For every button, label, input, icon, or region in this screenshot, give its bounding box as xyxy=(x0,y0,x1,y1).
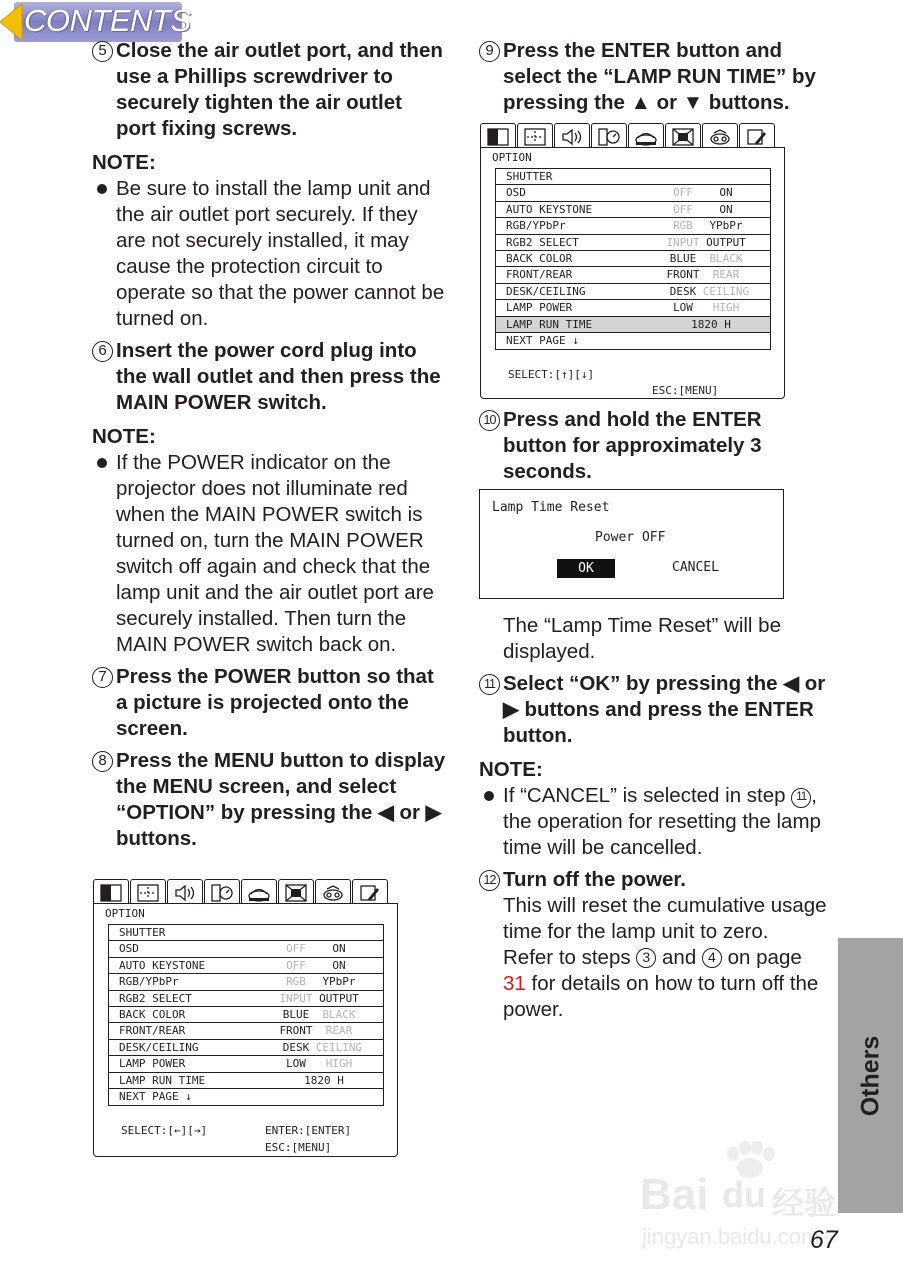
menu-row[interactable] xyxy=(496,251,770,267)
menu-option-2: ON xyxy=(719,186,733,200)
step-8-number: 8 xyxy=(92,748,113,774)
menu-frame xyxy=(93,903,398,1157)
menu-row[interactable] xyxy=(109,1073,383,1089)
menu-option-2: ON xyxy=(332,958,346,972)
menu-row[interactable] xyxy=(496,235,770,251)
menu-tab-picture-icon[interactable] xyxy=(665,123,701,148)
menu-row-label: RGB2 SELECT xyxy=(506,235,579,249)
page-number: 67 xyxy=(810,1226,838,1254)
menu-row-label: BACK COLOR xyxy=(506,252,573,265)
menu-row-label: RGB/YPbPr xyxy=(506,219,566,233)
split-icon xyxy=(486,127,510,147)
menu-row-label: AUTO KEYSTONE xyxy=(119,958,206,972)
menu-row-label: RGB2 SELECT xyxy=(119,991,192,1005)
menu-row-label: FRONT/REAR xyxy=(119,1024,186,1038)
menu-row[interactable] xyxy=(496,202,770,218)
right-column xyxy=(479,38,829,116)
watermark-brand: Bai xyxy=(640,1170,709,1219)
menu-list xyxy=(495,168,771,350)
step-9-text: Press the ENTER button and select the “LAMP RUN TIME” by pressing the ▲ or ▼ buttons. xyxy=(503,39,816,114)
menu-row-label: RGB/YPbPr xyxy=(119,975,179,989)
menu-option-1: OFF xyxy=(286,958,306,972)
menu-row[interactable] xyxy=(496,317,770,333)
menu-row-label: LAMP POWER xyxy=(506,301,573,315)
menu-row[interactable] xyxy=(109,958,383,974)
pen-icon xyxy=(358,883,382,903)
menu-row[interactable] xyxy=(496,185,770,201)
right-column-lower xyxy=(479,613,829,1023)
grid-icon xyxy=(523,127,547,147)
dial-icon xyxy=(597,127,621,147)
menu-tab-split-icon[interactable] xyxy=(93,879,129,904)
step-6-text: Insert the power cord plug into the wall outlet and then press the MAIN POWER switch. xyxy=(116,339,441,414)
note-3-heading: NOTE: xyxy=(479,758,543,781)
note-2-bullet: If the POWER indicator on the projector does not illuminate red when the MAIN POWER switch is turned on, turn the MAIN POWER switch off again and check that the lamp unit and the air outlet port are securely installed. Then turn the MAIN POWER switch back on. xyxy=(92,450,447,658)
menu-footer-enter: ENTER:[ENTER] xyxy=(265,1124,352,1137)
note-1-heading: NOTE: xyxy=(92,151,156,174)
lamp-time-reset-dialog xyxy=(479,489,784,599)
step-5-text: Close the air outlet port, and then use a Phillips screwdriver to securely tighten the air outlet port fixing screws. xyxy=(116,39,443,140)
menu-row[interactable] xyxy=(496,169,770,185)
menu-row-label: SHUTTER xyxy=(119,926,166,939)
menu-tab-dial-icon[interactable] xyxy=(204,879,240,904)
note-2-heading: NOTE: xyxy=(92,425,156,448)
menu-tab-grid-icon[interactable] xyxy=(130,879,166,904)
menu-option-1: RGB xyxy=(286,975,306,989)
speaker-icon xyxy=(173,883,197,903)
step-5 xyxy=(92,38,447,142)
menu-option-1: OFF xyxy=(286,942,306,956)
step-11 xyxy=(479,671,829,749)
step-12-number: 12 xyxy=(479,867,500,893)
projector-icon xyxy=(247,883,271,903)
menu-row[interactable] xyxy=(109,1040,383,1056)
menu-row-label: DESK/CEILING xyxy=(119,1040,199,1054)
watermark-brand-2: du xyxy=(722,1174,766,1215)
bullet-icon xyxy=(97,458,107,468)
menu-row-label: NEXT PAGE ↓ xyxy=(506,334,579,347)
menu-list xyxy=(108,924,384,1106)
step-8 xyxy=(92,748,447,852)
step-12-text: Turn off the power. xyxy=(503,868,686,891)
menu-row-label: DESK/CEILING xyxy=(506,284,586,298)
pen-icon xyxy=(745,127,769,147)
reset-usage-text: This will reset the cumulative usage time for the lamp unit to zero. xyxy=(503,894,827,943)
menu-row[interactable] xyxy=(109,991,383,1007)
menu-option-2: BLACK xyxy=(709,252,743,265)
menu-footer-select: SELECT:[↑][↓] xyxy=(508,368,595,381)
menu-option-2: YPbPr xyxy=(709,219,743,233)
menu-tab-speaker-icon[interactable] xyxy=(554,123,590,148)
menu-row[interactable] xyxy=(496,284,770,300)
menu-option-2: CEILING xyxy=(702,284,750,298)
menu-row-value: 1820 H xyxy=(304,1073,344,1087)
menu-option-2: ON xyxy=(719,202,733,216)
bullet-icon xyxy=(484,791,494,801)
step-ref-4: 4 xyxy=(702,948,722,968)
page-31-link[interactable]: 31 xyxy=(503,972,526,995)
menu-row-label: OSD xyxy=(506,186,526,200)
menu-tab-tool-icon[interactable] xyxy=(702,123,738,148)
step-11-number: 11 xyxy=(479,671,500,697)
note-1-bullet: Be sure to install the lamp unit and the air outlet port securely. If they are not securely installed, it may cause the protection circuit to operate so that the power cannot be turned on. xyxy=(92,176,447,332)
menu-row[interactable] xyxy=(109,941,383,957)
menu-option-2: REAR xyxy=(325,1024,353,1038)
menu-tab-grid-icon[interactable] xyxy=(517,123,553,148)
grid-icon xyxy=(136,883,160,903)
menu-option-2: HIGH xyxy=(325,1057,353,1071)
dial-icon xyxy=(210,883,234,903)
menu-tab-split-icon[interactable] xyxy=(480,123,516,148)
menu-row-label: SHUTTER xyxy=(506,170,553,183)
menu-option-1: OFF xyxy=(673,202,693,216)
speaker-icon xyxy=(560,127,584,147)
dialog-message: Power OFF xyxy=(595,530,666,545)
menu-title: OPTION xyxy=(492,151,532,164)
step-ref-11: 11 xyxy=(791,788,811,808)
reset-displayed-text: The “Lamp Time Reset” will be displayed. xyxy=(503,614,781,663)
menu-option-2: OUTPUT xyxy=(319,991,359,1005)
step-5-number: 5 xyxy=(92,38,113,64)
left-column xyxy=(92,38,447,852)
picture-icon xyxy=(284,883,308,903)
menu-row-label: NEXT PAGE ↓ xyxy=(119,1090,192,1103)
section-tab-label: Others xyxy=(856,1035,884,1116)
menu-option-1: RGB xyxy=(673,219,693,233)
menu-option-1: BLUE xyxy=(282,1008,310,1021)
note-3-bullet: If “CANCEL” is selected in step 11 , the operation for resetting the lamp time will be cancelled. xyxy=(479,783,829,861)
step-10 xyxy=(479,407,829,485)
menu-tab-pen-icon[interactable] xyxy=(352,879,388,904)
step-ref-3: 3 xyxy=(636,948,656,968)
menu-option-1: DESK xyxy=(669,284,697,298)
menu-option-1: BLUE xyxy=(669,252,697,265)
menu-tab-picture-icon[interactable] xyxy=(278,879,314,904)
projector-icon xyxy=(634,127,658,147)
tool-icon xyxy=(321,883,345,903)
menu-title: OPTION xyxy=(105,907,145,920)
picture-icon xyxy=(671,127,695,147)
bullet-icon xyxy=(97,184,107,194)
menu-option-1: INPUT xyxy=(279,991,313,1005)
menu-frame xyxy=(480,147,785,399)
menu-option-2: CEILING xyxy=(315,1040,363,1054)
menu-row[interactable] xyxy=(109,925,383,941)
step-9 xyxy=(479,38,829,116)
menu-row-label: LAMP RUN TIME xyxy=(119,1073,206,1087)
menu-footer-esc: ESC:[MENU] xyxy=(652,384,719,397)
step-11-text: Select “OK” by pressing the ◀ or ▶ buttons and press the ENTER button. xyxy=(503,672,826,747)
menu-option-1: DESK xyxy=(282,1040,310,1054)
step-10-number: 10 xyxy=(479,407,500,433)
step-6-number: 6 xyxy=(92,338,113,364)
menu-row[interactable] xyxy=(109,1007,383,1023)
menu-row-label: LAMP POWER xyxy=(119,1057,186,1071)
watermark-url: jingyan.baidu.com xyxy=(642,1224,820,1249)
menu-row[interactable] xyxy=(496,333,770,349)
menu-row-label: BACK COLOR xyxy=(119,1008,186,1021)
menu-option-1: FRONT xyxy=(666,268,700,282)
dialog-title: Lamp Time Reset xyxy=(492,500,610,515)
menu-row-label: AUTO KEYSTONE xyxy=(506,202,593,216)
refer-text: Refer to steps 3 and 4 on page 31 for details on how to turn off the power. xyxy=(503,946,819,1021)
menu-tab-projector-icon[interactable] xyxy=(241,879,277,906)
menu-row-label: LAMP RUN TIME xyxy=(506,317,593,331)
step-6 xyxy=(92,338,447,416)
step-7-text: Press the POWER button so that a picture is projected onto the screen. xyxy=(116,665,434,740)
split-icon xyxy=(99,883,123,903)
menu-option-1: LOW xyxy=(673,301,693,315)
step-8-text: Press the MENU button to display the MENU screen, and select “OPTION” by pressing the ◀ or ▶ buttons. xyxy=(116,749,446,850)
step-7 xyxy=(92,664,447,742)
menu-footer-select: SELECT:[←][→] xyxy=(121,1124,208,1137)
menu-row[interactable] xyxy=(109,974,383,990)
watermark-cn: 经验 xyxy=(772,1185,837,1221)
menu-option-2: OUTPUT xyxy=(706,235,746,249)
right-column-middle xyxy=(479,407,829,485)
menu-row[interactable] xyxy=(109,1089,383,1105)
step-12 xyxy=(479,867,829,893)
menu-tab-pen-icon[interactable] xyxy=(739,123,775,148)
menu-row-label: FRONT/REAR xyxy=(506,268,573,282)
menu-footer-esc: ESC:[MENU] xyxy=(265,1141,332,1154)
menu-tab-dial-icon[interactable] xyxy=(591,123,627,148)
menu-tab-projector-icon[interactable] xyxy=(628,123,664,150)
menu-row-value: 1820 H xyxy=(691,317,731,331)
menu-option-1: OFF xyxy=(673,186,693,200)
menu-option-2: BLACK xyxy=(322,1008,356,1021)
option-menu-screen-2 xyxy=(480,123,785,400)
menu-tab-tool-icon[interactable] xyxy=(315,879,351,904)
step-7-number: 7 xyxy=(92,664,113,690)
menu-option-2: ON xyxy=(332,942,346,956)
menu-option-2: HIGH xyxy=(712,301,740,315)
cancel-button[interactable]: CANCEL xyxy=(672,560,719,575)
step-9-number: 9 xyxy=(479,38,500,64)
back-arrow-icon xyxy=(0,4,22,40)
menu-option-1: LOW xyxy=(286,1057,306,1071)
menu-tab-speaker-icon[interactable] xyxy=(167,879,203,904)
option-menu-screen-1 xyxy=(93,879,398,1159)
menu-row[interactable] xyxy=(496,300,770,316)
menu-row[interactable] xyxy=(496,218,770,234)
menu-option-2: REAR xyxy=(712,268,740,282)
menu-row[interactable] xyxy=(496,267,770,283)
ok-button[interactable]: OK xyxy=(557,559,615,578)
menu-row[interactable] xyxy=(109,1023,383,1039)
menu-row-label: OSD xyxy=(119,942,139,956)
menu-row[interactable] xyxy=(109,1056,383,1072)
menu-option-1: INPUT xyxy=(666,235,700,249)
contents-label: CONTENTS xyxy=(24,3,191,38)
menu-option-1: FRONT xyxy=(279,1024,313,1038)
menu-option-2: YPbPr xyxy=(322,975,356,989)
step-10-text: Press and hold the ENTER button for approximately 3 seconds. xyxy=(503,408,762,483)
tool-icon xyxy=(708,127,732,147)
